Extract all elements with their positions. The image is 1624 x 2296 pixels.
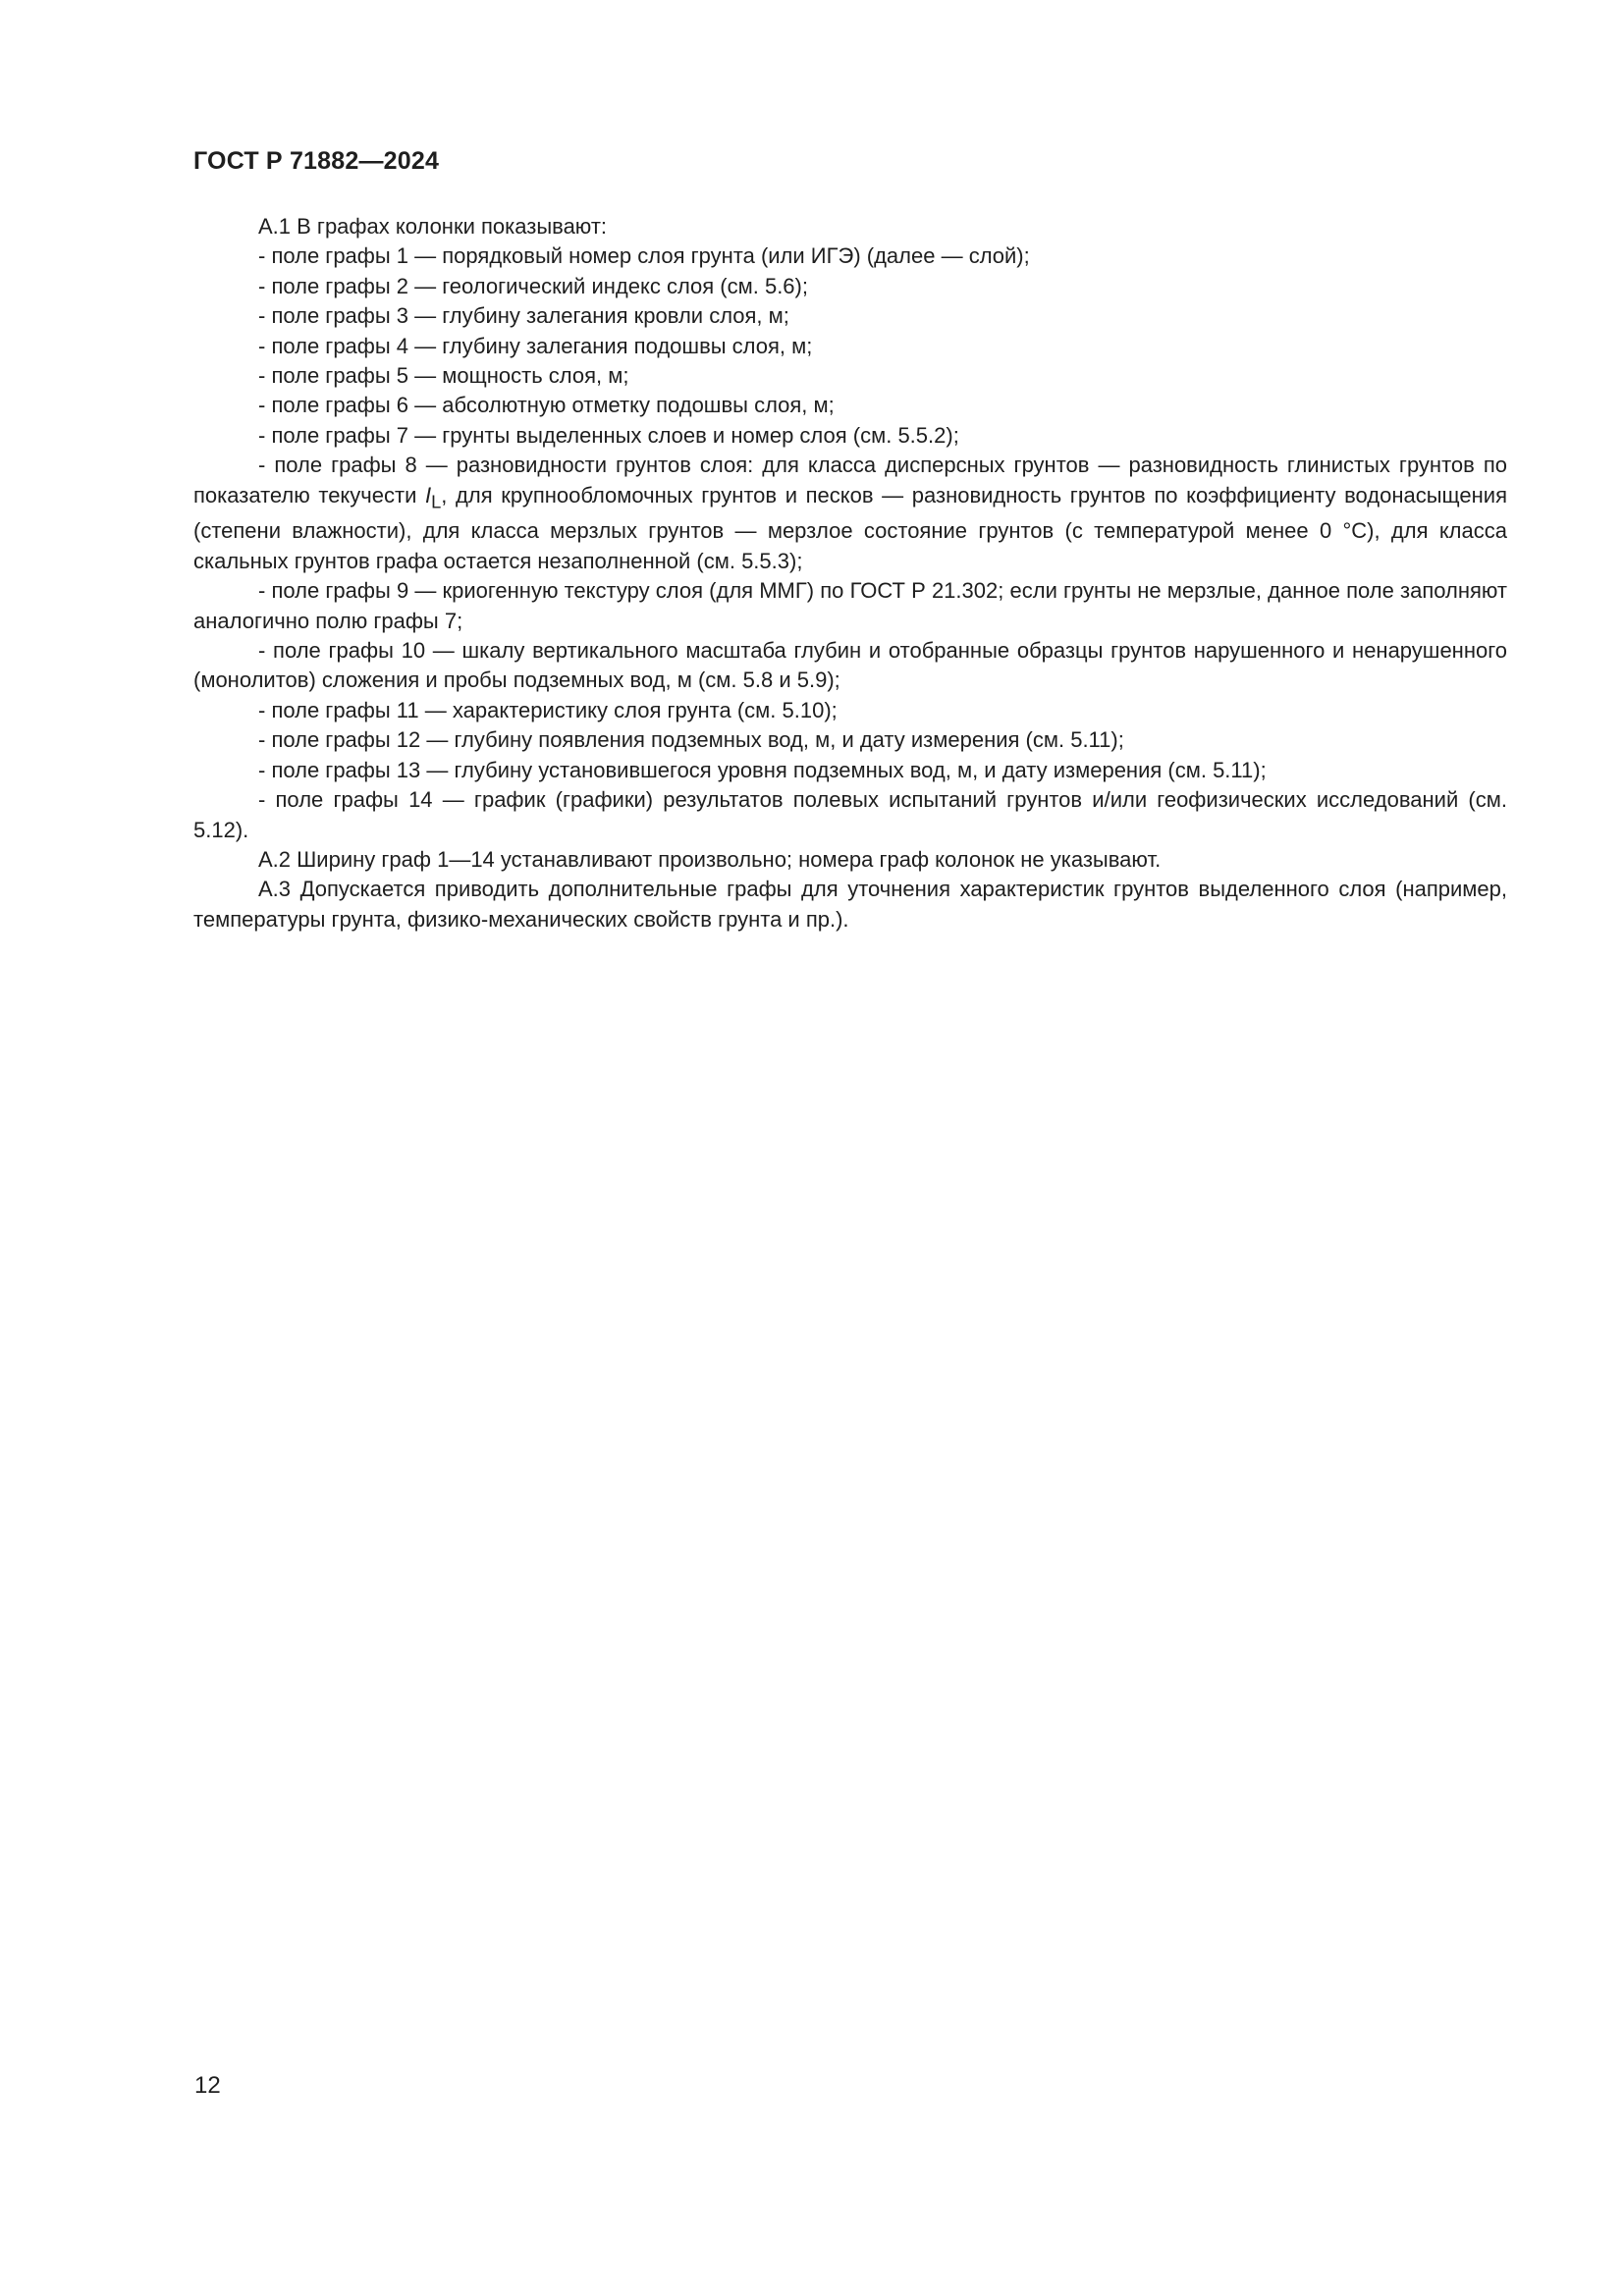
list-item-field-6: - поле графы 6 — абсолютную отметку подошвы слоя, м;: [258, 393, 835, 418]
field-8-text-before: - поле графы 8 — разновидности грунтов слоя: для класса дисперсных грунтов — разновидность глинистых грунтов по показателю текучести: [193, 453, 1507, 507]
field-8-text-after: , для крупнообломочных грунтов и песков — разновидность грунтов по коэффициенту водонасыщения (степени влажности), для класса мерзлых грунтов — мерзлое состояние грунтов (с температурой менее 0 °С), для класса скальных грунтов графа остается незаполненной (см. 5.5.3);: [193, 482, 1507, 573]
list-item-field-4: - поле графы 4 — глубину залегания подошвы слоя, м;: [258, 333, 813, 358]
document-body: [193, 212, 1507, 934]
list-item-field-12: - поле графы 12 — глубину появления подземных вод, м, и дату измерения (см. 5.11);: [258, 727, 1124, 753]
list-item-field-2: - поле графы 2 — геологический индекс слоя (см. 5.6);: [258, 273, 808, 298]
list-item-field-8: [193, 451, 1507, 576]
section-a2: А.2 Ширину граф 1—14 устанавливают произвольно; номера граф колонок не указывают.: [258, 846, 1162, 872]
liquidity-index-subscript: L: [431, 491, 442, 512]
section-a1-intro: А.1 В графах колонки показывают:: [258, 214, 608, 239]
list-item-field-10: - поле графы 10 — шкалу вертикального масштаба глубин и отобранные образцы грунтов нарушенного и ненарушенного (монолитов) сложения и пробы подземных вод, м (см. 5.8 и 5.9);: [193, 638, 1507, 693]
list-item-field-5: - поле графы 5 — мощность слоя, м;: [258, 363, 629, 389]
list-item-field-11: - поле графы 11 — характеристику слоя грунта (см. 5.10);: [258, 697, 838, 722]
list-item-field-14: - поле графы 14 — график (графики) результатов полевых испытаний грунтов и/или геофизических исследований (см. 5.12).: [193, 787, 1507, 842]
page-number: 12: [194, 2072, 221, 2099]
section-a3: А.3 Допускается приводить дополнительные графы для уточнения характеристик грунтов выделенного слоя (например, температуры грунта, физико-механических свойств грунта и пр.).: [193, 877, 1507, 932]
list-item-field-3: - поле графы 3 — глубину залегания кровли слоя, м;: [258, 303, 789, 329]
document-header-title: ГОСТ Р 71882—2024: [193, 147, 440, 175]
list-item-field-1: - поле графы 1 — порядковый номер слоя грунта (или ИГЭ) (далее — слой);: [258, 243, 1030, 269]
list-item-field-13: - поле графы 13 — глубину установившегося уровня подземных вод, м, и дату измерения (см. 5.11);: [258, 757, 1267, 782]
list-item-field-7: - поле графы 7 — грунты выделенных слоев и номер слоя (см. 5.5.2);: [258, 422, 959, 448]
list-item-field-9: - поле графы 9 — криогенную текстуру слоя (для ММГ) по ГОСТ Р 21.302; если грунты не мерзлые, данное поле заполняют аналогично полю графы 7;: [193, 578, 1507, 633]
liquidity-index-symbol: I: [424, 482, 432, 507]
